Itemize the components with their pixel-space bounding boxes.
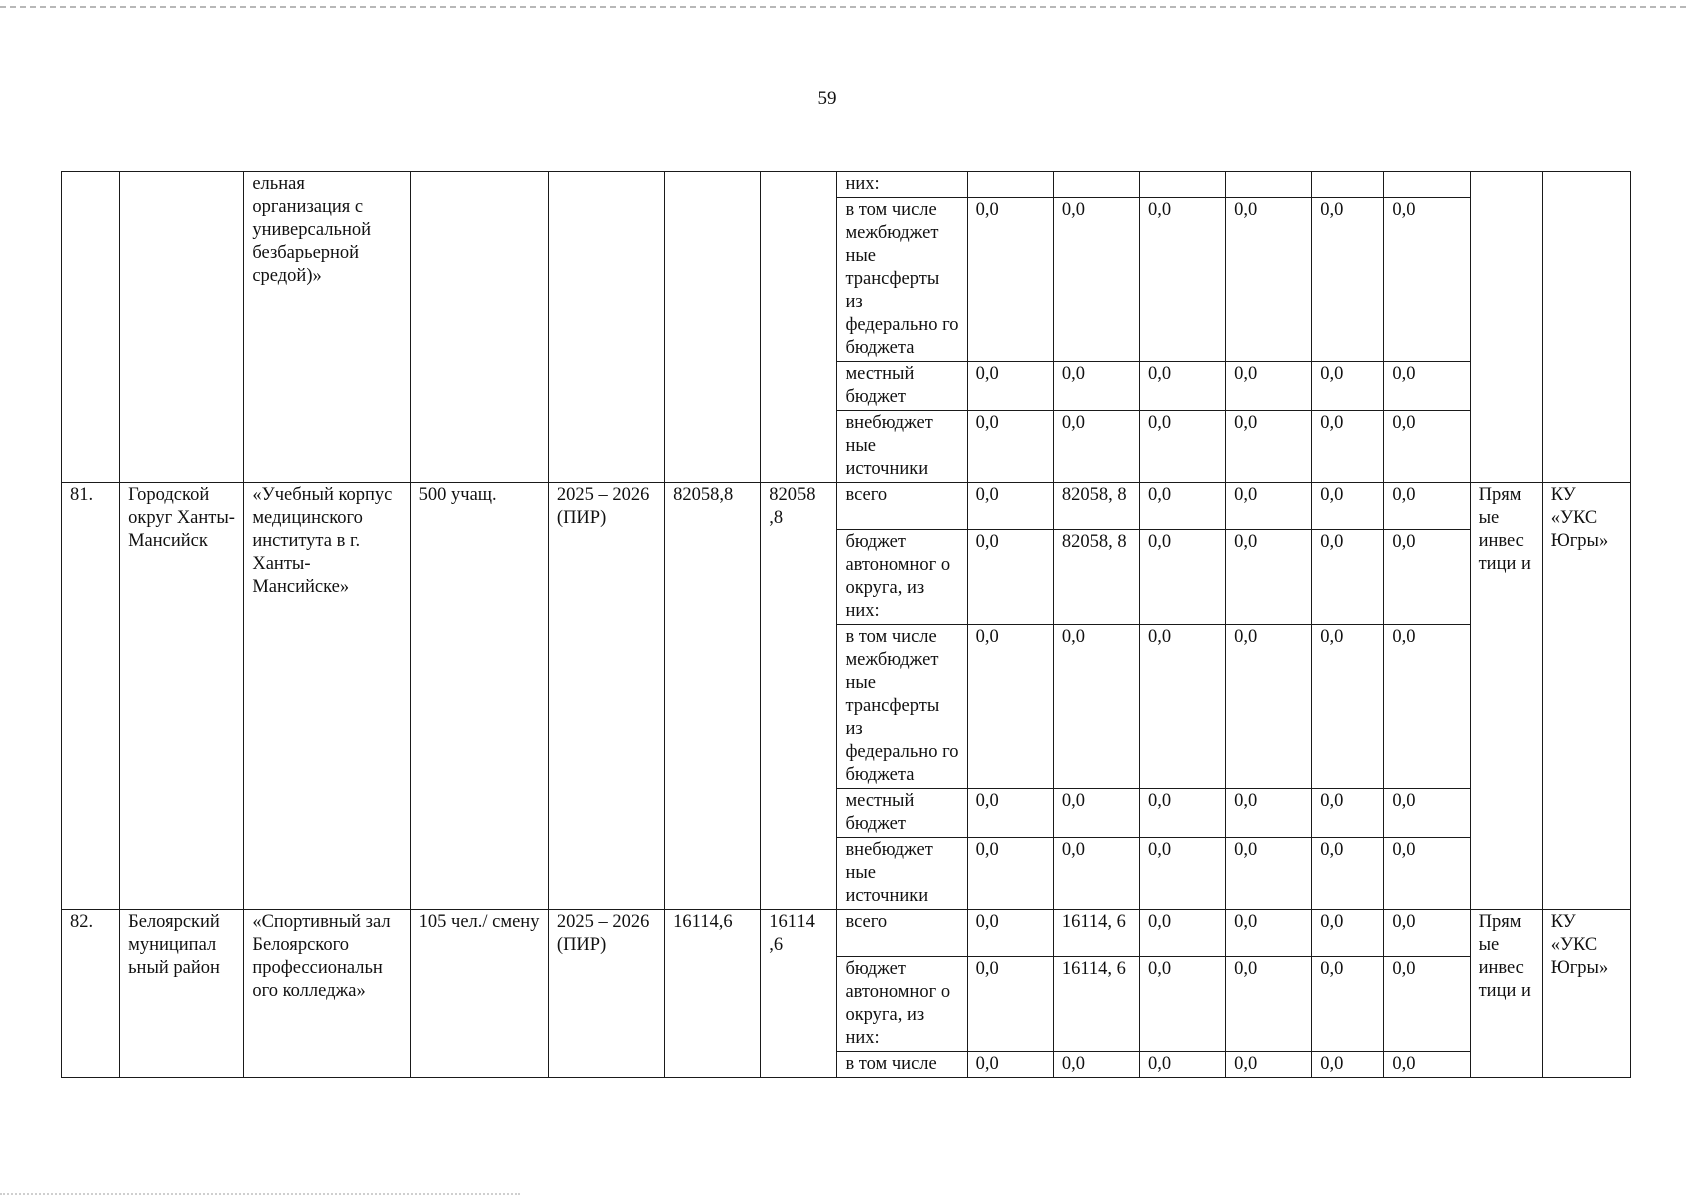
value-cell: 0,0 (1139, 362, 1225, 411)
num-cell: 82. (62, 910, 120, 1078)
value-cell: 0,0 (1226, 625, 1312, 789)
cost-cell: 16114,6 (665, 910, 761, 1078)
value-cell: 0,0 (1312, 838, 1384, 910)
value-cell: 0,0 (1139, 411, 1225, 483)
customer-cell: КУ «УКС Югры» (1542, 910, 1630, 1078)
capacity-cell: 500 учащ. (410, 483, 548, 910)
value-cell: 0,0 (1139, 1052, 1225, 1078)
municipality-cell: Городской округ Ханты-Мансийск (120, 483, 244, 910)
investment-table (61, 171, 1631, 1078)
source-label-cell: всего (837, 483, 967, 530)
value-cell: 0,0 (1384, 838, 1470, 910)
cost-cell: 82058,8 (665, 483, 761, 910)
source-label-cell: в том числе межбюджет ные трансферты из федерально го бюджета (837, 198, 967, 362)
value-cell (1384, 172, 1470, 198)
value-cell: 0,0 (1312, 957, 1384, 1052)
value-cell: 0,0 (967, 789, 1053, 838)
value-cell: 0,0 (1139, 910, 1225, 957)
value-cell: 0,0 (1139, 789, 1225, 838)
remaining-cost-cell: 82058 ,8 (761, 483, 837, 910)
value-cell: 0,0 (1226, 1052, 1312, 1078)
value-cell: 0,0 (1312, 910, 1384, 957)
value-cell: 0,0 (967, 530, 1053, 625)
value-cell: 0,0 (967, 957, 1053, 1052)
value-cell: 0,0 (1053, 362, 1139, 411)
value-cell: 0,0 (1312, 198, 1384, 362)
value-cell: 16114, 6 (1053, 957, 1139, 1052)
value-cell: 16114, 6 (1053, 910, 1139, 957)
value-cell: 0,0 (1053, 838, 1139, 910)
table-row (62, 910, 1631, 957)
value-cell: 0,0 (1312, 483, 1384, 530)
value-cell: 0,0 (1139, 198, 1225, 362)
value-cell: 0,0 (1053, 789, 1139, 838)
source-label-cell: в том числе (837, 1052, 967, 1078)
object-name-cell: «Учебный корпус медицинского института в г. Ханты-Мансийске» (244, 483, 410, 910)
municipality-cell: Белоярский муниципал ьный район (120, 910, 244, 1078)
value-cell: 0,0 (967, 1052, 1053, 1078)
customer-cell (1542, 172, 1630, 483)
value-cell: 0,0 (967, 838, 1053, 910)
value-cell: 0,0 (1226, 411, 1312, 483)
table-row (62, 172, 1631, 198)
value-cell: 0,0 (1312, 362, 1384, 411)
capacity-cell: 105 чел./ смену (410, 910, 548, 1078)
value-cell: 82058, 8 (1053, 483, 1139, 530)
value-cell: 0,0 (1226, 838, 1312, 910)
value-cell: 0,0 (1226, 910, 1312, 957)
value-cell (1312, 172, 1384, 198)
value-cell: 0,0 (1384, 411, 1470, 483)
source-label-cell: них: (837, 172, 967, 198)
remaining-cost-cell (761, 172, 837, 483)
source-label-cell: внебюджет ные источники (837, 411, 967, 483)
value-cell: 0,0 (1139, 530, 1225, 625)
value-cell (967, 172, 1053, 198)
value-cell: 0,0 (1312, 789, 1384, 838)
value-cell: 0,0 (1139, 625, 1225, 789)
value-cell: 0,0 (1312, 411, 1384, 483)
source-label-cell: бюджет автономног о округа, из них: (837, 530, 967, 625)
value-cell: 0,0 (1384, 198, 1470, 362)
investment-form-cell: Прям ые инвес тици и (1470, 910, 1542, 1078)
value-cell: 0,0 (1312, 530, 1384, 625)
value-cell: 0,0 (1139, 957, 1225, 1052)
value-cell: 0,0 (1053, 625, 1139, 789)
period-cell: 2025 – 2026 (ПИР) (548, 910, 664, 1078)
object-name-cell: ельная организация с универсальной безбарьерной средой)» (244, 172, 410, 483)
value-cell: 0,0 (1384, 362, 1470, 411)
value-cell: 0,0 (1384, 789, 1470, 838)
value-cell: 0,0 (1139, 838, 1225, 910)
value-cell: 0,0 (967, 483, 1053, 530)
value-cell: 0,0 (1226, 362, 1312, 411)
period-cell: 2025 – 2026 (ПИР) (548, 483, 664, 910)
value-cell: 0,0 (967, 411, 1053, 483)
value-cell: 0,0 (967, 362, 1053, 411)
scan-artifact-top (0, 6, 1686, 8)
value-cell: 0,0 (967, 910, 1053, 957)
value-cell: 0,0 (1384, 1052, 1470, 1078)
scan-artifact-bottom (0, 1193, 520, 1195)
customer-cell: КУ «УКС Югры» (1542, 483, 1630, 910)
value-cell: 0,0 (967, 198, 1053, 362)
value-cell: 0,0 (1139, 483, 1225, 530)
source-label-cell: в том числе межбюджет ные трансферты из федерально го бюджета (837, 625, 967, 789)
municipality-cell (120, 172, 244, 483)
object-name-cell: «Спортивный зал Белоярского профессиональн ого колледжа» (244, 910, 410, 1078)
capacity-cell (410, 172, 548, 483)
source-label-cell: местный бюджет (837, 789, 967, 838)
value-cell: 0,0 (1384, 910, 1470, 957)
value-cell: 0,0 (967, 625, 1053, 789)
remaining-cost-cell: 16114 ,6 (761, 910, 837, 1078)
source-label-cell: внебюджет ные источники (837, 838, 967, 910)
source-label-cell: местный бюджет (837, 362, 967, 411)
value-cell: 0,0 (1384, 957, 1470, 1052)
value-cell (1226, 172, 1312, 198)
value-cell: 0,0 (1226, 789, 1312, 838)
table-row (62, 483, 1631, 530)
value-cell: 0,0 (1384, 483, 1470, 530)
investment-form-cell (1470, 172, 1542, 483)
value-cell: 0,0 (1384, 625, 1470, 789)
value-cell: 0,0 (1312, 625, 1384, 789)
value-cell: 0,0 (1226, 957, 1312, 1052)
value-cell: 0,0 (1226, 198, 1312, 362)
value-cell: 0,0 (1384, 530, 1470, 625)
period-cell (548, 172, 664, 483)
value-cell: 0,0 (1226, 530, 1312, 625)
value-cell: 0,0 (1312, 1052, 1384, 1078)
value-cell (1053, 172, 1139, 198)
value-cell: 0,0 (1053, 198, 1139, 362)
source-label-cell: всего (837, 910, 967, 957)
value-cell: 82058, 8 (1053, 530, 1139, 625)
value-cell (1139, 172, 1225, 198)
value-cell: 0,0 (1053, 1052, 1139, 1078)
cost-cell (665, 172, 761, 483)
investment-form-cell: Прям ые инвес тици и (1470, 483, 1542, 910)
num-cell (62, 172, 120, 483)
num-cell: 81. (62, 483, 120, 910)
source-label-cell: бюджет автономног о округа, из них: (837, 957, 967, 1052)
value-cell: 0,0 (1226, 483, 1312, 530)
page-number: 59 (817, 88, 837, 109)
value-cell: 0,0 (1053, 411, 1139, 483)
